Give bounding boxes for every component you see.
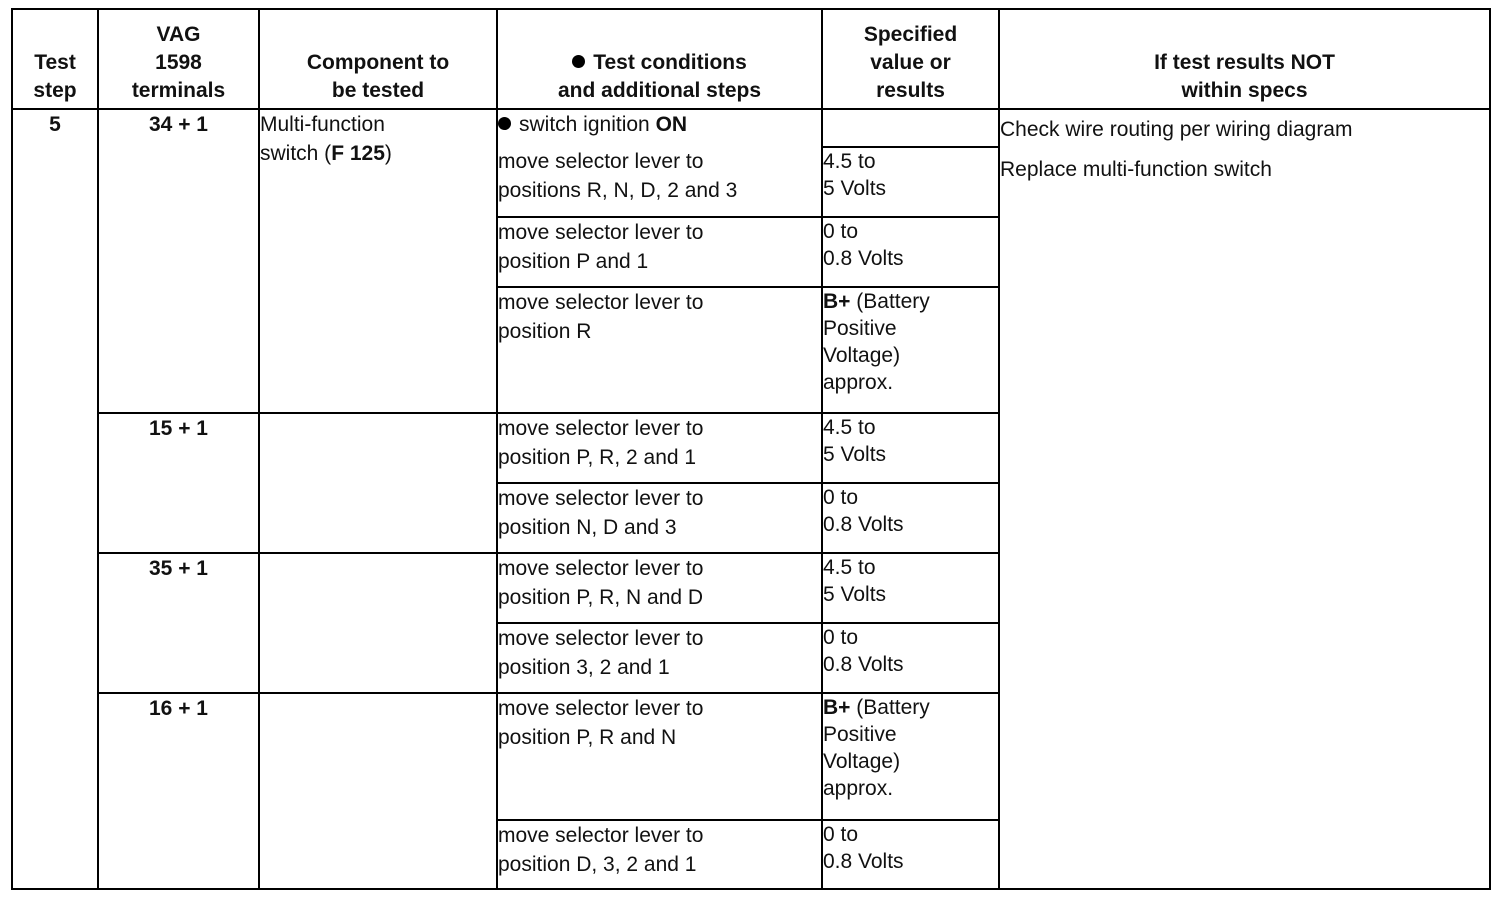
header-specified: Specified value or results: [822, 9, 999, 109]
test-step-cell: 5: [12, 109, 98, 889]
component-cell: [259, 413, 497, 553]
terminals-cell: 35 + 1: [98, 553, 259, 693]
header-test-step: Test step: [12, 9, 98, 109]
condition-cell: move selector lever to position P, R and N: [497, 693, 822, 820]
terminals-cell: 34 + 1: [98, 109, 259, 413]
header-row: [12, 9, 1490, 109]
terminals-cell: 16 + 1: [98, 693, 259, 889]
component-cell: [259, 553, 497, 693]
condition-cell: move selector lever to position N, D and 3: [497, 483, 822, 553]
header-terminals: VAG 1598 terminals: [98, 9, 259, 109]
spec-cell: 0 to 0.8 Volts: [822, 623, 999, 693]
condition-cell: move selector lever to position D, 3, 2 and 1: [497, 820, 822, 889]
terminals-cell: 15 + 1: [98, 413, 259, 553]
spec-cell: 0 to 0.8 Volts: [822, 217, 999, 287]
header-if-not-within-specs: If test results NOT within specs: [999, 9, 1490, 109]
spec-cell: 4.5 to 5 Volts: [822, 553, 999, 623]
test-procedure-table: [11, 8, 1491, 890]
component-cell: Multi-function switch (F 125): [259, 109, 497, 413]
spec-cell: 0 to 0.8 Volts: [822, 483, 999, 553]
bullet-icon: [498, 117, 511, 130]
condition-cell: move selector lever to position 3, 2 and 1: [497, 623, 822, 693]
condition-cell: move selector lever to positions R, N, D, 2 and 3: [497, 147, 822, 217]
header-conditions: Test conditions and additional steps: [497, 9, 822, 109]
spec-cell: 4.5 to 5 Volts: [822, 413, 999, 483]
spec-cell: [822, 109, 999, 147]
spec-cell: 0 to 0.8 Volts: [822, 820, 999, 889]
condition-cell: move selector lever to position R: [497, 287, 822, 413]
condition-cell: move selector lever to position P and 1: [497, 217, 822, 287]
spec-cell: B+ (Battery Positive Voltage) approx.: [822, 287, 999, 413]
condition-cell: move selector lever to position P, R, 2 and 1: [497, 413, 822, 483]
bullet-icon: [572, 55, 585, 68]
header-component: Component to be tested: [259, 9, 497, 109]
component-cell: [259, 693, 497, 889]
condition-cell: switch ignition ON: [497, 109, 822, 147]
action-cell: Check wire routing per wiring diagram Replace multi-function switch: [999, 109, 1490, 889]
spec-cell: B+ (Battery Positive Voltage) approx.: [822, 693, 999, 820]
table-row: [12, 109, 1490, 147]
condition-cell: move selector lever to position P, R, N and D: [497, 553, 822, 623]
spec-cell: 4.5 to 5 Volts: [822, 147, 999, 217]
